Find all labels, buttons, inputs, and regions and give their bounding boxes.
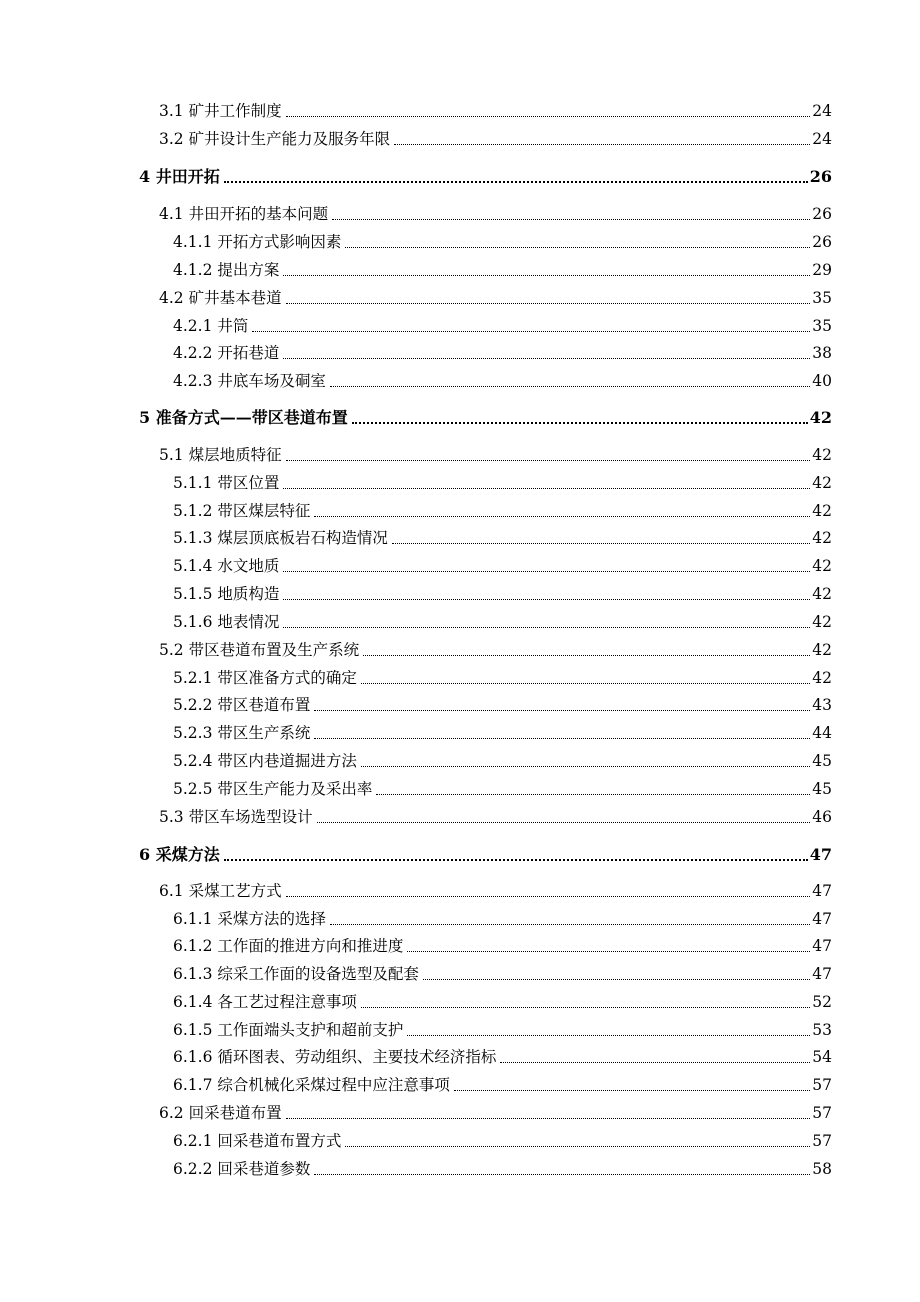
toc-entry-page: 47 <box>812 937 832 955</box>
dot-leader <box>361 683 810 684</box>
dot-leader <box>317 822 811 823</box>
toc-entry-page: 53 <box>812 1021 832 1039</box>
toc-entry-title: 6.1.2 工作面的推进方向和推进度 <box>173 937 404 955</box>
toc-entry-title: 4.2.1 井筒 <box>173 317 249 335</box>
dot-leader <box>423 979 810 980</box>
dot-leader <box>283 358 810 359</box>
toc-entry[interactable] <box>173 775 832 799</box>
toc-entry-page: 45 <box>812 780 832 798</box>
toc-entry-title: 5.1.2 带区煤层特征 <box>173 502 311 520</box>
toc-entry-title: 5.2.3 带区生产系统 <box>173 724 311 742</box>
toc-entry[interactable] <box>173 580 832 604</box>
toc-entry[interactable] <box>173 552 832 576</box>
toc-entry-title: 4.2.3 井底车场及硐室 <box>173 372 326 390</box>
toc-entry-page: 42 <box>812 669 832 687</box>
dot-leader <box>314 738 810 739</box>
toc-entry-title: 6.1.4 各工艺过程注意事项 <box>173 993 357 1011</box>
toc-entry-title: 4.2 矿井基本巷道 <box>159 289 282 307</box>
toc-entry-page: 54 <box>812 1048 832 1066</box>
toc-entry-title: 3.1 矿井工作制度 <box>159 102 282 120</box>
toc-entry[interactable] <box>173 1043 832 1067</box>
toc-entry-title: 6.2.1 回采巷道布置方式 <box>173 1132 342 1150</box>
dot-leader <box>286 460 811 461</box>
toc-entry-title: 5.2.5 带区生产能力及采出率 <box>173 780 373 798</box>
dot-leader <box>394 144 810 145</box>
toc-entry[interactable] <box>173 524 832 548</box>
dot-leader <box>392 543 810 544</box>
toc-entry-page: 29 <box>812 261 832 279</box>
dot-leader <box>352 422 808 424</box>
toc-entry-title: 5.2.1 带区准备方式的确定 <box>173 669 357 687</box>
toc-entry-page: 35 <box>812 317 832 335</box>
dot-leader <box>286 116 811 117</box>
dot-leader <box>224 859 808 861</box>
toc-entry-page: 44 <box>812 724 832 742</box>
toc-entry-page: 42 <box>809 408 832 427</box>
dot-leader <box>376 794 810 795</box>
toc-entry[interactable] <box>173 469 832 493</box>
toc-entry[interactable] <box>173 256 832 280</box>
toc-entry-page: 57 <box>812 1076 832 1094</box>
toc-entry-title: 6.2.2 回采巷道参数 <box>173 1160 311 1178</box>
toc-entry[interactable] <box>173 339 832 363</box>
toc-entry-page: 47 <box>812 965 832 983</box>
toc-entry-page: 47 <box>809 845 832 864</box>
dot-leader <box>330 924 810 925</box>
dot-leader <box>283 488 810 489</box>
toc-entry-page: 42 <box>812 529 832 547</box>
toc-entry[interactable] <box>159 803 832 827</box>
toc-entry-page: 24 <box>812 102 832 120</box>
toc-entry-title: 4 井田开拓 <box>139 167 220 186</box>
toc-entry-title: 4.1.2 提出方案 <box>173 261 280 279</box>
toc-entry-page: 43 <box>812 696 832 714</box>
dot-leader <box>407 951 810 952</box>
toc-entry[interactable] <box>173 228 832 252</box>
toc-entry[interactable] <box>173 664 832 688</box>
toc-entry-title: 5.1.4 水文地质 <box>173 557 280 575</box>
dot-leader <box>332 219 810 220</box>
toc-entry-page: 42 <box>812 446 832 464</box>
dot-leader <box>286 303 811 304</box>
toc-entry[interactable] <box>159 636 832 660</box>
dot-leader <box>286 1118 811 1119</box>
toc-entry-page: 26 <box>809 167 832 186</box>
toc-entry-title: 6 采煤方法 <box>139 845 220 864</box>
dot-leader <box>283 571 810 572</box>
toc-entry-title: 5.1.1 带区位置 <box>173 474 280 492</box>
toc-entry-page: 45 <box>812 752 832 770</box>
toc-entry-page: 42 <box>812 502 832 520</box>
toc-entry-page: 42 <box>812 641 832 659</box>
toc-entry-page: 38 <box>812 344 832 362</box>
toc-entry-title: 5.3 带区车场选型设计 <box>159 808 313 826</box>
toc-entry-title: 6.1.3 综采工作面的设备选型及配套 <box>173 965 419 983</box>
toc-entry[interactable] <box>173 719 832 743</box>
dot-leader <box>252 331 810 332</box>
toc-entry[interactable] <box>173 747 832 771</box>
toc-entry-page: 42 <box>812 557 832 575</box>
toc-entry-page: 58 <box>812 1160 832 1178</box>
dot-leader <box>224 181 808 183</box>
dot-leader <box>345 1146 810 1147</box>
toc-entry-title: 6.1.7 综合机械化采煤过程中应注意事项 <box>173 1076 450 1094</box>
toc-entry-page: 46 <box>812 808 832 826</box>
dot-leader <box>283 627 810 628</box>
toc-entry-title: 4.1 井田开拓的基本问题 <box>159 205 329 223</box>
toc-entry-title: 5.2.2 带区巷道布置 <box>173 696 311 714</box>
toc-entry-page: 42 <box>812 474 832 492</box>
toc-entry[interactable] <box>173 1127 832 1151</box>
toc-entry[interactable] <box>173 905 832 929</box>
toc-entry-title: 5.1 煤层地质特征 <box>159 446 282 464</box>
toc-entry[interactable] <box>173 367 832 391</box>
toc-entry-page: 40 <box>812 372 832 390</box>
toc-entry-title: 3.2 矿井设计生产能力及服务年限 <box>159 130 391 148</box>
toc-entry[interactable] <box>173 960 832 984</box>
toc-entry-title: 5.1.3 煤层顶底板岩石构造情况 <box>173 529 388 547</box>
dot-leader <box>330 386 810 387</box>
toc-entry-page: 35 <box>812 289 832 307</box>
toc-entry-page: 52 <box>812 993 832 1011</box>
toc-entry[interactable] <box>173 312 832 336</box>
toc-entry-title: 5.1.5 地质构造 <box>173 585 280 603</box>
dot-leader <box>363 655 810 656</box>
dot-leader <box>314 710 810 711</box>
toc-entry[interactable] <box>159 1099 832 1123</box>
toc-entry[interactable] <box>159 441 832 465</box>
toc-entry-title: 6.1 采煤工艺方式 <box>159 882 282 900</box>
toc-entry[interactable] <box>173 1071 832 1095</box>
toc-entry[interactable] <box>159 284 832 308</box>
toc-entry-page: 57 <box>812 1132 832 1150</box>
toc-entry-page: 47 <box>812 882 832 900</box>
toc-entry-page: 24 <box>812 130 832 148</box>
toc-entry[interactable] <box>173 608 832 632</box>
dot-leader <box>454 1090 810 1091</box>
toc-entry[interactable] <box>139 404 832 428</box>
toc-entry-page: 47 <box>812 910 832 928</box>
dot-leader <box>407 1035 810 1036</box>
dot-leader <box>345 247 810 248</box>
toc-entry-title: 4.1.1 开拓方式影响因素 <box>173 233 342 251</box>
toc-entry[interactable] <box>159 877 832 901</box>
dot-leader <box>500 1062 810 1063</box>
toc-entry-title: 6.1.1 采煤方法的选择 <box>173 910 326 928</box>
toc-entry[interactable] <box>173 1155 832 1179</box>
toc-entry-title: 5.2 带区巷道布置及生产系统 <box>159 641 360 659</box>
dot-leader <box>286 896 811 897</box>
toc-entry-page: 57 <box>812 1104 832 1122</box>
toc-entry[interactable] <box>139 841 832 865</box>
toc-entry-title: 4.2.2 开拓巷道 <box>173 344 280 362</box>
toc-entry-title: 5 准备方式——带区巷道布置 <box>139 408 348 427</box>
toc-entry-title: 5.2.4 带区内巷道掘进方法 <box>173 752 357 770</box>
dot-leader <box>283 599 810 600</box>
dot-leader <box>314 516 810 517</box>
toc-entry[interactable] <box>139 163 832 187</box>
toc-entry-title: 6.1.5 工作面端头支护和超前支护 <box>173 1021 404 1039</box>
toc-entry[interactable] <box>159 125 832 149</box>
toc-entry[interactable] <box>173 1016 832 1040</box>
dot-leader <box>361 766 810 767</box>
toc-entry[interactable] <box>159 200 832 224</box>
toc-entry[interactable] <box>173 691 832 715</box>
toc-entry[interactable] <box>159 97 832 121</box>
toc-entry-title: 6.2 回采巷道布置 <box>159 1104 282 1122</box>
toc-entry[interactable] <box>173 988 832 1012</box>
toc-entry[interactable] <box>173 497 832 521</box>
dot-leader <box>361 1007 810 1008</box>
toc-entry-title: 5.1.6 地表情况 <box>173 613 280 631</box>
toc-entry-page: 42 <box>812 585 832 603</box>
toc-entry-page: 26 <box>812 205 832 223</box>
toc-entry-page: 26 <box>812 233 832 251</box>
toc-entry-title: 6.1.6 循环图表、劳动组织、主要技术经济指标 <box>173 1048 497 1066</box>
dot-leader <box>314 1174 810 1175</box>
dot-leader <box>283 275 810 276</box>
toc-entry[interactable] <box>173 932 832 956</box>
toc-entry-page: 42 <box>812 613 832 631</box>
